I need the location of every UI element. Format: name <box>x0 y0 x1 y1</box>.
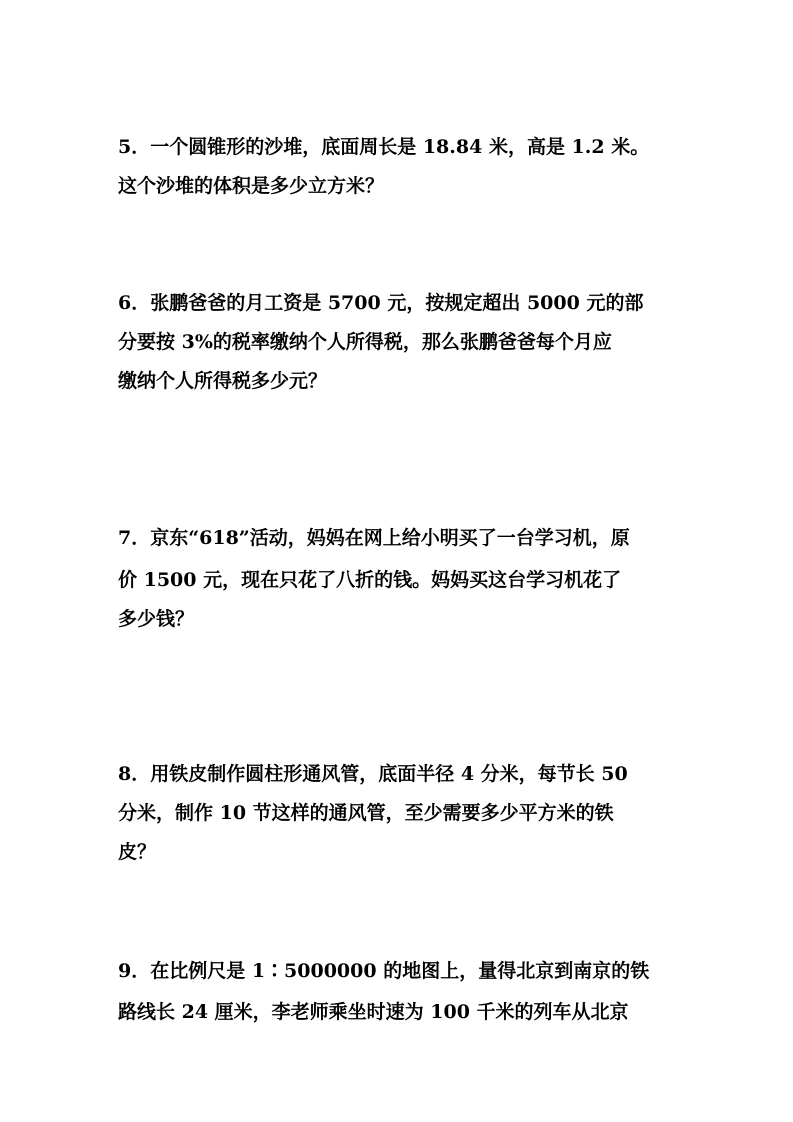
problem-line: 6．张鹏爸爸的月工资是 5700 元，按规定超出 5000 元的部 <box>118 292 644 314</box>
problem-9 <box>118 954 688 1029</box>
problem-line: 5．一个圆锥形的沙堆，底面周长是 18.84 米，高是 1.2 米。 <box>118 136 650 158</box>
problem-7 <box>118 521 688 636</box>
problem-line: 缴纳个人所得税多少元？ <box>118 370 328 392</box>
problem-line: 皮？ <box>118 841 157 863</box>
problem-line: 9．在比例尺是 1∶5000000 的地图上，量得北京到南京的铁 <box>118 960 650 982</box>
problem-5 <box>118 130 688 203</box>
problem-6 <box>118 286 688 398</box>
problem-line: 分要按 3%的税率缴纳个人所得税，那么张鹏爸爸每个月应 <box>118 331 612 353</box>
problem-8 <box>118 757 688 869</box>
problem-line: 价 1500 元，现在只花了八折的钱。妈妈买这台学习机花了 <box>118 569 622 591</box>
problem-line: 路线长 24 厘米，李老师乘坐时速为 100 千米的列车从北京 <box>118 1001 629 1023</box>
problem-line: 7．京东“618”活动，妈妈在网上给小明买了一台学习机，原 <box>118 527 630 549</box>
problem-line: 8．用铁皮制作圆柱形通风管，底面半径 4 分米，每节长 50 <box>118 763 628 785</box>
problem-line: 分米，制作 10 节这样的通风管，至少需要多少平方米的铁 <box>118 802 614 824</box>
problem-line: 这个沙堆的体积是多少立方米？ <box>118 175 385 197</box>
problem-line: 多少钱？ <box>118 608 195 630</box>
